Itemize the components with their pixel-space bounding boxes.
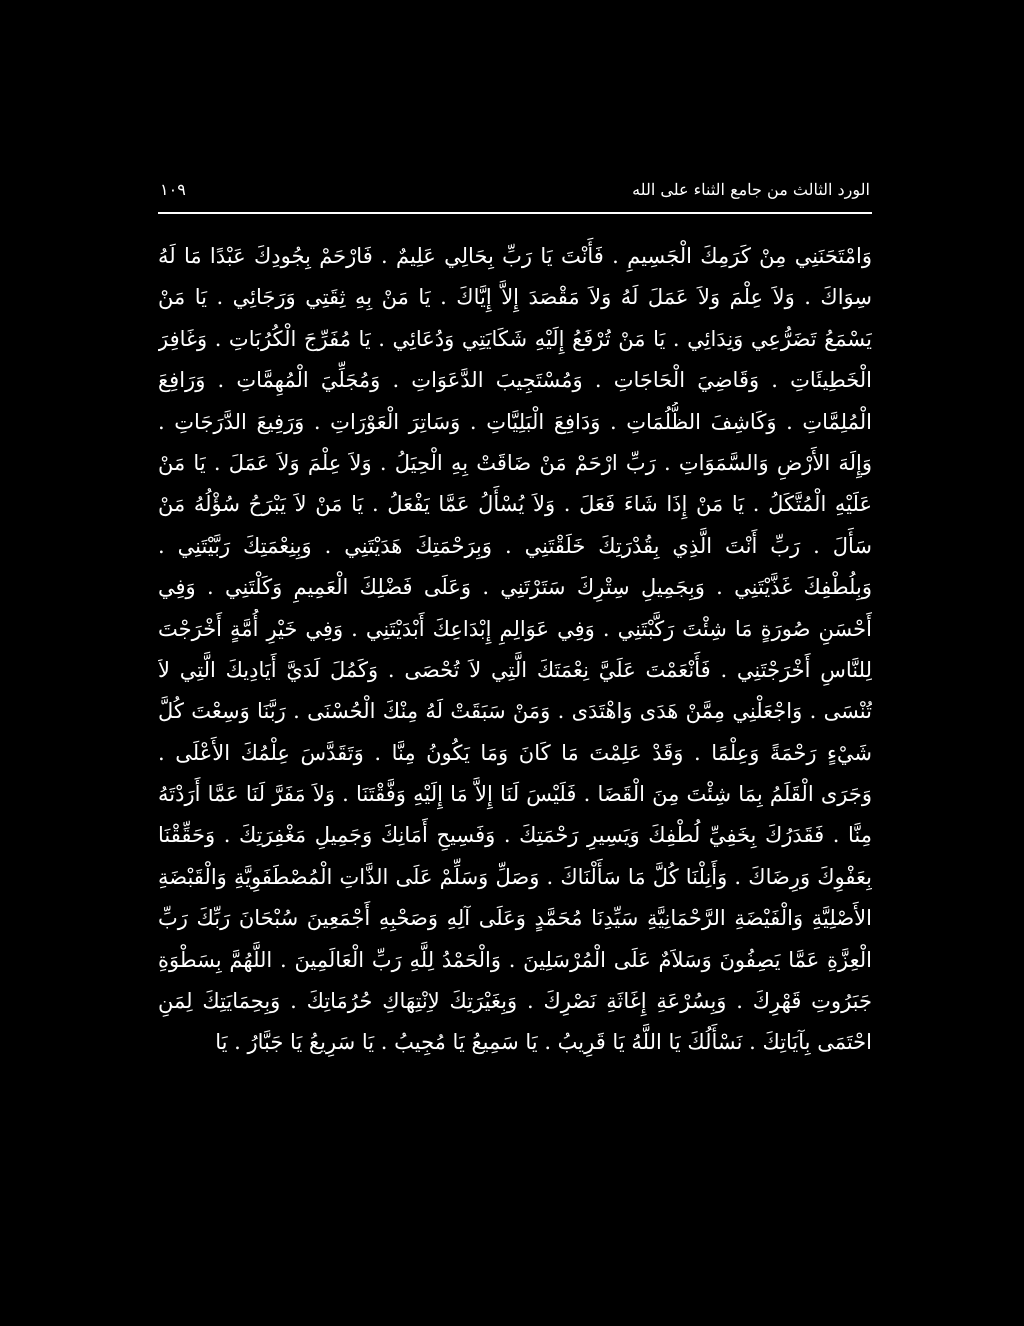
text-line: تُنْسَى . وَاجْعَلْنِي مِمَّنْ هَدَى وَاهْتَدَى . وَمَنْ سَبَقَتْ لَهُ مِنْكَ الْحُسْنَى . رَبَّنَا وَسِعْتَ كُلَّ bbox=[158, 699, 872, 724]
text-line: وَإِلَهَ الأَرْضِ وَالسَّمَوَاتِ . رَبِّ ارْحَمْ مَنْ ضَاقَتْ بِهِ الْحِيَلُ . وَلاَ عِلْمَ وَلاَ عَمَلَ . يَا مَنْ bbox=[158, 450, 872, 475]
text-line: الْخَطِيئَاتِ . وَقَاضِيَ الْحَاجَاتِ . وَمُسْتَجِيبَ الدَّعَوَاتِ . وَمُجَلِّيَ الْمُهِمَّاتِ . وَرَافِعَ bbox=[158, 368, 872, 393]
text-line: بِعَفْوِكَ وَرِضَاكَ . وَأَنِلْنَا كُلَّ مَا سَأَلْنَاكَ . وَصَلِّ وَسَلِّمْ عَلَى الذَّاتِ الْمُصْطَفَوِيَّةِ وَالْقَبْضَةِ bbox=[158, 864, 872, 889]
text-line: سِوَاكَ . وَلاَ عِلْمَ وَلاَ عَمَلَ لَهُ وَلاَ مَقْصَدَ إِلاَّ إِيَّاكَ . يَا مَنْ بِهِ ثِقَتِي وَرَجَائِي . يَا مَنْ bbox=[158, 285, 872, 310]
text-line: وَبِلُطْفِكَ غَذَّيْتَنِي . وَبِجَمِيلِ سِتْرِكَ سَتَرْتَنِي . وَعَلَى فَضْلِكَ الْعَمِيمِ وَكَلْتَنِي . وَفِي bbox=[158, 575, 872, 600]
text-line: مِنَّا . فَقَدَرُكَ بِخَفِيِّ لُطْفِكَ وَيَسِيرِ رَحْمَتِكَ . وَفَسِيحِ أَمَانِكَ وَجَمِيلِ مَغْفِرَتِكَ . وَحَقِّقْنَا bbox=[158, 823, 872, 848]
text-line: جَبَرُوتِ قَهْرِكَ . وَبِسُرْعَةِ إِغَاثَةِ نَصْرِكَ . وَبِغَيْرَتِكَ لاِنْتِهَاكِ حُرُمَاتِكَ . وَبِحِمَايَتِكَ لِمَنِ bbox=[158, 989, 872, 1014]
text-line: عَلَيْهِ الْمُتَّكَلُ . يَا مَنْ إِذَا شَاءَ فَعَلَ . وَلاَ يُسْأَلُ عَمَّا يَفْعَلُ . يَا مَنْ لاَ يَبْرَحُ سُؤْلُهُ مَنْ bbox=[158, 492, 872, 517]
running-title: الورد الثالث من جامع الثناء على الله bbox=[632, 179, 870, 199]
text-line: وَجَرَى الْقَلَمُ بِمَا شِئْتَ مِنَ الْقَضَا . فَلَيْسَ لَنَا إِلاَّ مَا إِلَيْهِ وَفَّقْتَنَا . وَلاَ مَفَرَّ لَنَا عَمَّا أَرَدْتَهُ bbox=[158, 782, 872, 807]
text-line: احْتَمَى بِآيَاتِكَ . نَسْأَلُكَ يَا اللَّهُ يَا قَرِيبُ . يَا سَمِيعُ يَا مُجِيبُ . يَا سَرِيعُ يَا جَبَّارُ . يَا bbox=[215, 1030, 872, 1055]
text-line: سَأَلَ . رَبِّ أَنْتَ الَّذِي بِقُدْرَتِكَ خَلَقْتَنِي . وَبِرَحْمَتِكَ هَدَيْتَنِي . وَبِنِعْمَتِكَ رَبَّيْتَنِي . bbox=[158, 533, 872, 558]
page-number: ١٠٩ bbox=[160, 179, 186, 199]
text-line: الْعِزَّةِ عَمَّا يَصِفُونَ وَسَلاَمٌ عَلَى الْمُرْسَلِينَ . وَالْحَمْدُ لِلَّهِ رَبِّ الْعَالَمِينَ . اللَّهُمَّ بِسَطْوَةِ bbox=[158, 947, 872, 972]
text-line: أَحْسَنِ صُورَةٍ مَا شِئْتَ رَكَّبْتَنِي . وَفِي عَوَالِمِ إِبْدَاعِكَ أَبْدَيْتَنِي . وَفِي خَيْرِ أُمَّةٍ أَخْرَجْتَ bbox=[158, 616, 872, 641]
text-line: لِلنَّاسِ أَخْرَجْتَنِي . فَأَنْعَمْتَ عَلَيَّ نِعْمَتَكَ الَّتِي لاَ تُحْصَى . وَكَمُلَ لَدَيَّ أَيَادِيكَ الَّتِي لاَ bbox=[158, 657, 872, 682]
text-line: شَيْءٍ رَحْمَةً وَعِلْمًا . وَقَدْ عَلِمْتَ مَا كَانَ وَمَا يَكُونُ مِنَّا . وَتَقَدَّسَ عِلْمُكَ الأَعْلَى . bbox=[158, 740, 872, 765]
text-line: يَسْمَعُ تَضَرُّعِي وَنِدَائِي . يَا مَنْ تُرْفَعُ إِلَيْهِ شَكَايَتِي وَدُعَائِي . يَا مُفَرِّجَ الْكُرُبَاتِ . وَغَافِرَ bbox=[158, 326, 872, 351]
header-rule bbox=[158, 212, 872, 214]
text-line: الأَصْلِيَّةِ وَالْفَيْضَةِ الرَّحْمَانِيَّةِ سَيِّدِنَا مُحَمَّدٍ وَعَلَى آلِهِ وَصَحْبِهِ أَجْمَعِينَ سُبْحَانَ رَبِّكَ رَبِّ bbox=[158, 906, 872, 931]
running-header bbox=[160, 174, 870, 204]
text-line: الْمُلِمَّاتِ . وَكَاشِفَ الظُّلُمَاتِ . وَدَافِعَ الْبَلِيَّاتِ . وَسَاتِرَ الْعَوْرَاتِ . وَرَفِيعَ الدَّرَجَاتِ . bbox=[158, 409, 872, 434]
body-text bbox=[158, 236, 872, 1064]
text-line: وَامْتَحَنَنِي مِنْ كَرَمِكَ الْجَسِيمِ . فَأَنْتَ يَا رَبِّ بِحَالِي عَلِيمٌ . فَارْحَمْ بِجُودِكَ عَبْدًا مَا لَهُ bbox=[158, 244, 872, 268]
